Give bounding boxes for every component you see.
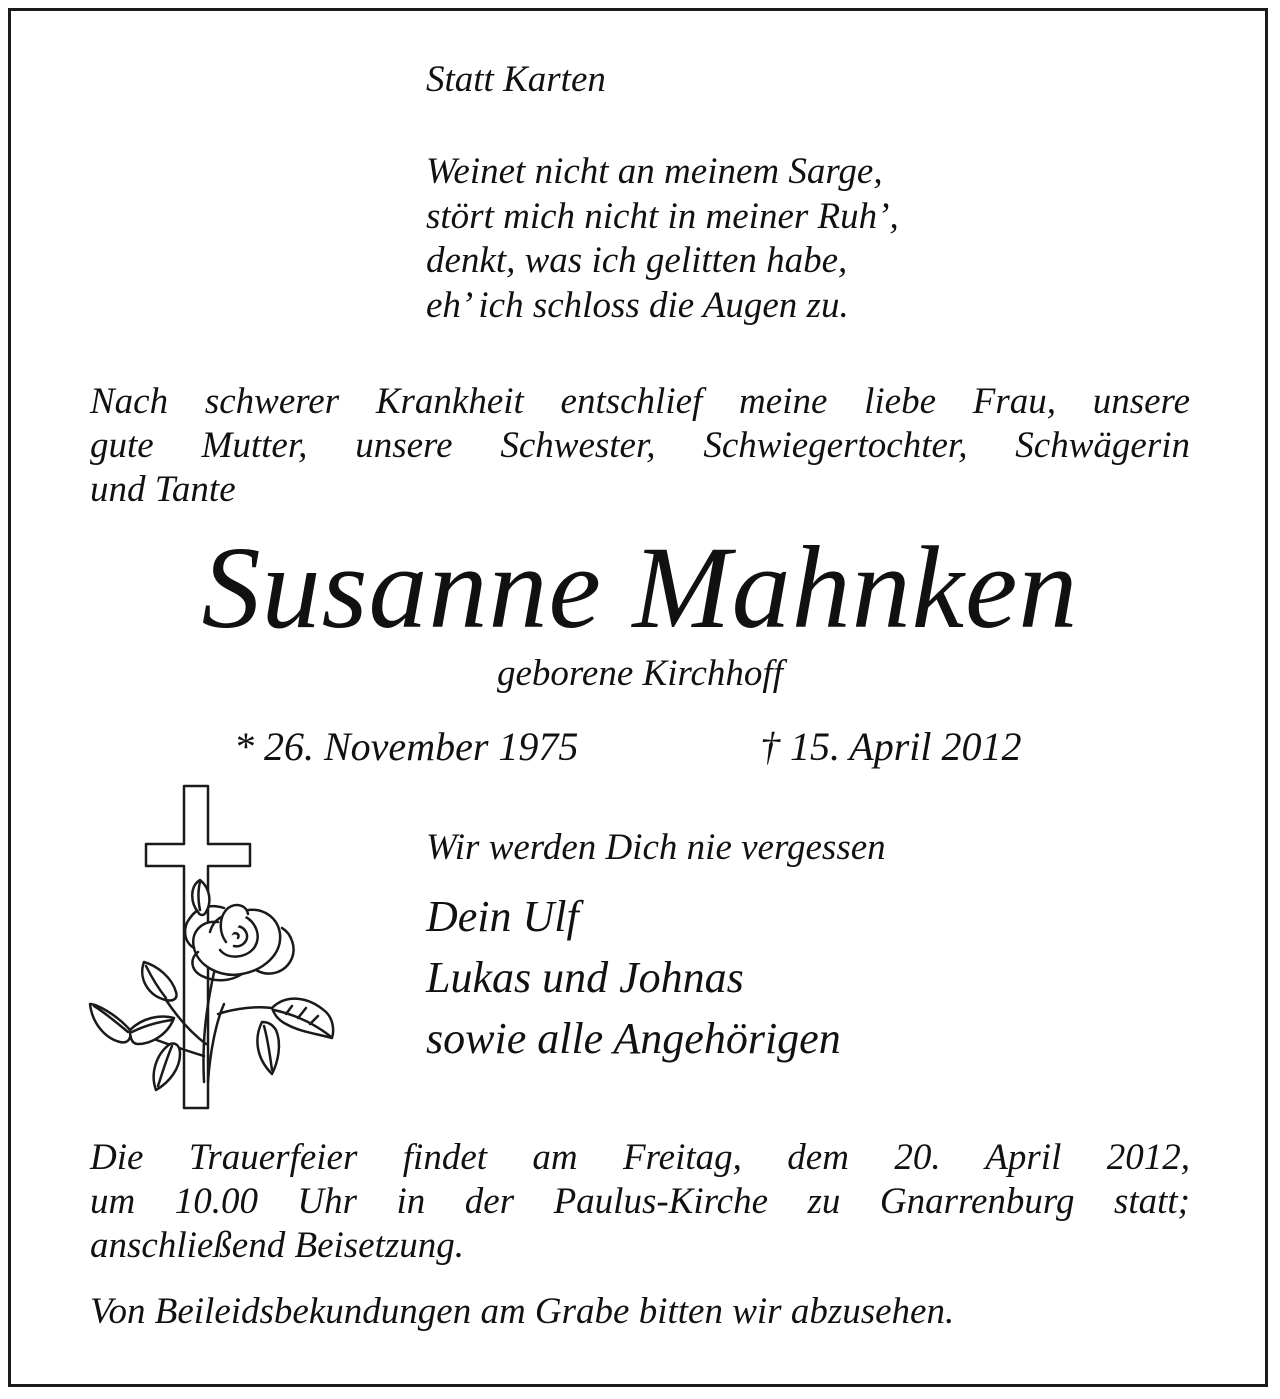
poem-line: Weinet nicht an meinem Sarge, [426, 151, 883, 192]
announcement [90, 380, 1190, 512]
signers [426, 886, 841, 1069]
condolence-note [90, 1290, 1190, 1334]
signer-line: Dein Ulf [426, 892, 579, 941]
remembrance-text: Wir werden Dich nie vergessen [426, 827, 886, 868]
maiden-name: geborene Kirchhoff [496, 653, 783, 694]
deceased-name: Susanne Mahnken [201, 522, 1079, 653]
service-line: Die Trauerfeier findet am Freitag, dem 20. April 2012, [90, 1137, 1190, 1178]
poem [426, 150, 899, 328]
announcement-line: gute Mutter, unsere Schwester, Schwiegertochter, Schwägerin [90, 425, 1190, 466]
birth-date: * 26. November 1975 [234, 724, 579, 769]
poem-line: eh’ ich schloss die Augen zu. [426, 284, 849, 326]
condolence-line: Von Beileidsbekundungen am Grabe bitten wir abzusehen. [90, 1291, 955, 1332]
poem-line: denkt, was ich gelitten habe, [426, 240, 848, 281]
service-info [90, 1136, 1190, 1268]
death-date: † 15. April 2012 [760, 724, 1022, 769]
signer-line: Lukas und Johnas [426, 953, 744, 1002]
signer-line: sowie alle Angehörigen [426, 1014, 841, 1063]
announcement-line: Nach schwerer Krankheit entschlief meine liebe Frau, unsere [90, 381, 1190, 422]
intro-text: Statt Karten [426, 59, 606, 100]
poem-line: stört mich nicht in meiner Ruh’, [426, 195, 899, 237]
cross-with-rose-icon [86, 782, 342, 1116]
service-line: um 10.00 Uhr in der Paulus-Kirche zu Gnarrenburg statt; [90, 1181, 1190, 1222]
service-line: anschließend Beisetzung. [90, 1225, 465, 1266]
announcement-line: und Tante [90, 469, 236, 510]
